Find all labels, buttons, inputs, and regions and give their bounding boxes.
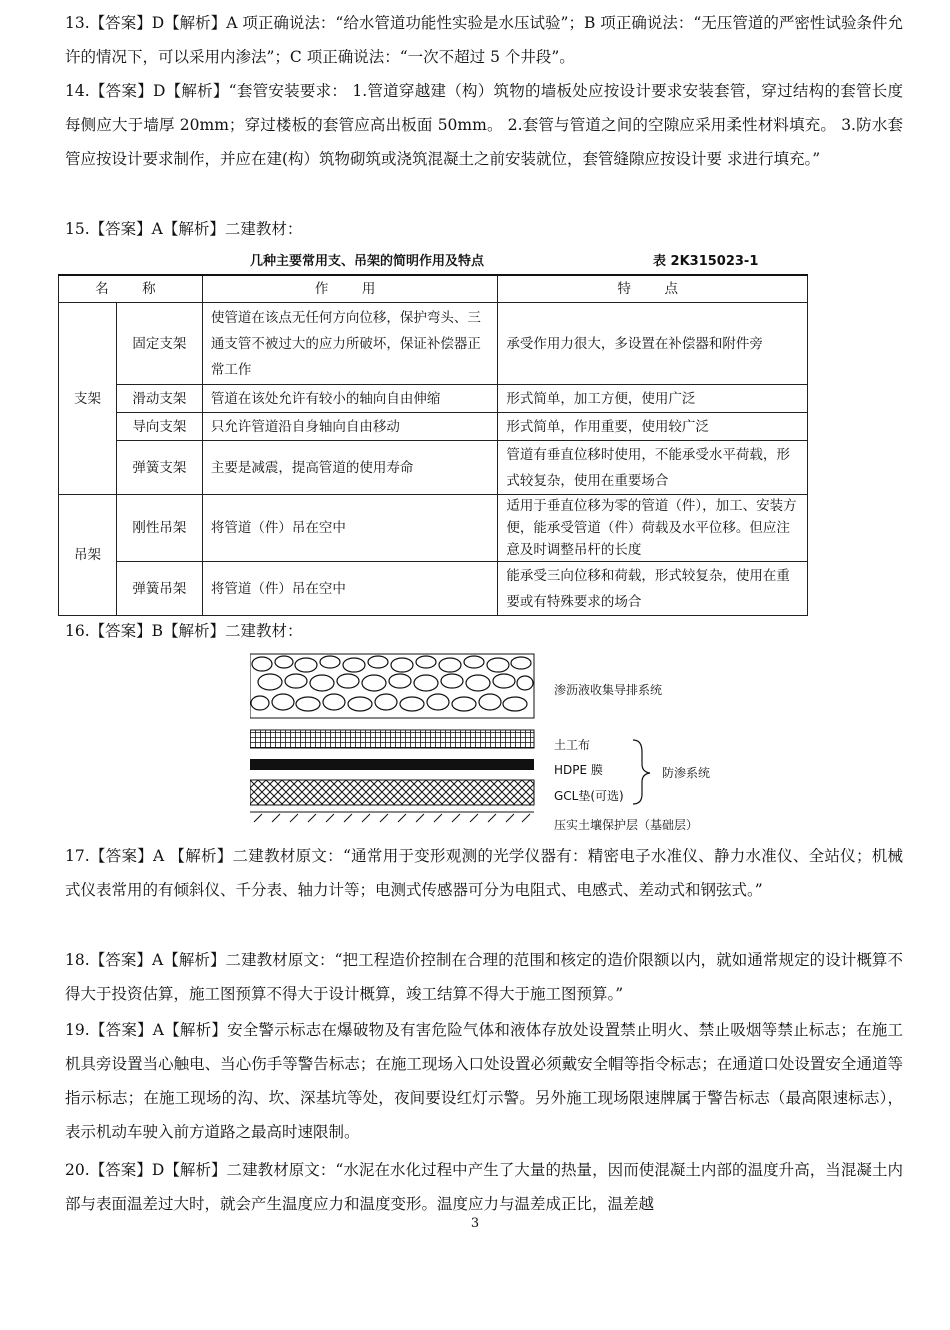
table-header-row [59,275,808,303]
table-row [59,385,808,413]
row-function: 主要是减震，提高管道的使用寿命 [202,441,498,495]
gcl-layer [250,780,534,805]
answer-16: 16.【答案】B【解析】二建教材： [65,622,303,640]
row-feature: 适用于垂直位移为零的管道（件），加工、安装方便，能承受管道（件）荷载及水平位移。但应注意及时调整吊杆的长度 [498,495,808,562]
row-feature: 承受作用力很大，多设置在补偿器和附件旁 [498,303,808,385]
table-row [59,495,808,562]
row-feature: 管道有垂直位移时使用，不能承受水平荷载，形式较复杂，使用在重要场合 [498,441,808,495]
group-label-support: 支架 [59,303,117,495]
group-label-hanger: 吊架 [59,495,117,616]
row-feature: 形式简单，作用重要，使用较广泛 [498,413,808,441]
row-function: 管道在该处允许有较小的轴向自由伸缩 [202,385,498,413]
table-row [59,441,808,495]
row-feature: 能承受三向位移和荷载，形式较复杂，使用在重要或有特殊要求的场合 [498,562,808,616]
header-name: 名 称 [59,275,203,303]
hdpe-layer [250,759,534,770]
answer-20: 20.【答案】D【解析】二建教材原文：“水泥在水化过程中产生了大量的热量，因而使混凝土内部的温度升高，当混凝土内部与表面温差过大时，就会产生温度应力和温度变形。温度应力与温差成正比，温差越 [65,1161,903,1213]
row-name: 滑动支架 [116,385,202,413]
table-row [59,562,808,616]
table-title: 几种主要常用支、吊架的简明作用及特点 [250,254,485,269]
gravel-layer [250,654,534,718]
label-seepage-system: 防渗系统 [662,766,711,780]
answer-14: 14.【答案】D【解析】“套管安装要求： 1.管道穿越建（构）筑物的墙板处应按设计要求安装套管，穿过结构的套管长度每侧应大于墙厚 20mm；穿过楼板的套管应高出板面 50mm。 2.套管与管道之间的空隙应采用柔性材料填充。 3.防水套管应按设计要求制作，并应在建(构）筑物砌筑或浇筑混凝土之前安装就位，套管缝隙应按设计要 求进行填充。” [65,82,903,168]
label-foundation: 压实土壤保护层（基础层） [554,818,699,832]
header-feature: 特 点 [498,275,808,303]
table-number: 表 2K315023-1 [653,254,759,269]
answer-15: 15.【答案】A【解析】二建教材： [65,220,303,238]
row-name: 导向支架 [116,413,202,441]
brace-icon [633,740,650,804]
answer-19: 19.【答案】A【解析】安全警示标志在爆破物及有害危险气体和液体存放处设置禁止明火、禁止吸烟等禁止标志；在施工机具旁设置当心触电、当心伤手等警告标志；在施工现场入口处设置必须戴安全帽等指令标志；在通道口处设置安全通道等指示标志；在施工现场的沟、坎、深基坑等处，夜间要设红灯示警。另外施工现场限速牌属于警告标志（最高限速标志），表示机动车驶入前方道路之最高时速限制。 [65,1021,903,1141]
geotextile-layer [250,730,534,748]
liner-system-diagram [250,652,730,834]
label-leachate: 渗沥液收集导排系统 [554,683,663,697]
table-row [59,413,808,441]
label-geotextile: 土工布 [554,738,591,752]
row-function: 只允许管道沿自身轴向自由移动 [202,413,498,441]
row-function: 使管道在该点无任何方向位移，保护弯头、三通支管不被过大的应力所破坏，保证补偿器正常工作 [202,303,498,385]
answer-13: 13.【答案】D【解析】A 项正确说法：“给水管道功能性实验是水压试验”；B 项正确说法：“无压管道的严密性试验条件允许的情况下，可以采用内渗法”；C 项正确说法：“一次不超过 5 个井段”。 [65,14,903,66]
answer-17: 17.【答案】A 【解析】二建教材原文：“通常用于变形观测的光学仪器有：精密电子水准仪、静力水准仪、全站仪；机械式仪表常用的有倾斜仪、千分表、轴力计等；电测式传感器可分为电阻式、电感式、差动式和钢弦式。” [65,847,903,899]
row-name: 弹簧支架 [116,441,202,495]
row-name: 弹簧吊架 [116,562,202,616]
row-feature: 形式简单，加工方便，使用广泛 [498,385,808,413]
foundation-layer [250,812,534,822]
row-name: 刚性吊架 [116,495,202,562]
supports-table [58,274,808,616]
label-gcl: GCL垫(可选) [554,789,624,803]
row-function: 将管道（件）吊在空中 [202,495,498,562]
answer-18: 18.【答案】A【解析】二建教材原文：“把工程造价控制在合理的范围和核定的造价限额以内，就如通常规定的设计概算不得大于投资估算，施工图预算不得大于设计概算，竣工结算不得大于施工图预算。” [65,951,903,1003]
table-row [59,303,808,385]
page-number: 3 [470,1216,480,1231]
header-function: 作 用 [202,275,498,303]
label-hdpe: HDPE 膜 [554,763,603,777]
row-name: 固定支架 [116,303,202,385]
row-function: 将管道（件）吊在空中 [202,562,498,616]
